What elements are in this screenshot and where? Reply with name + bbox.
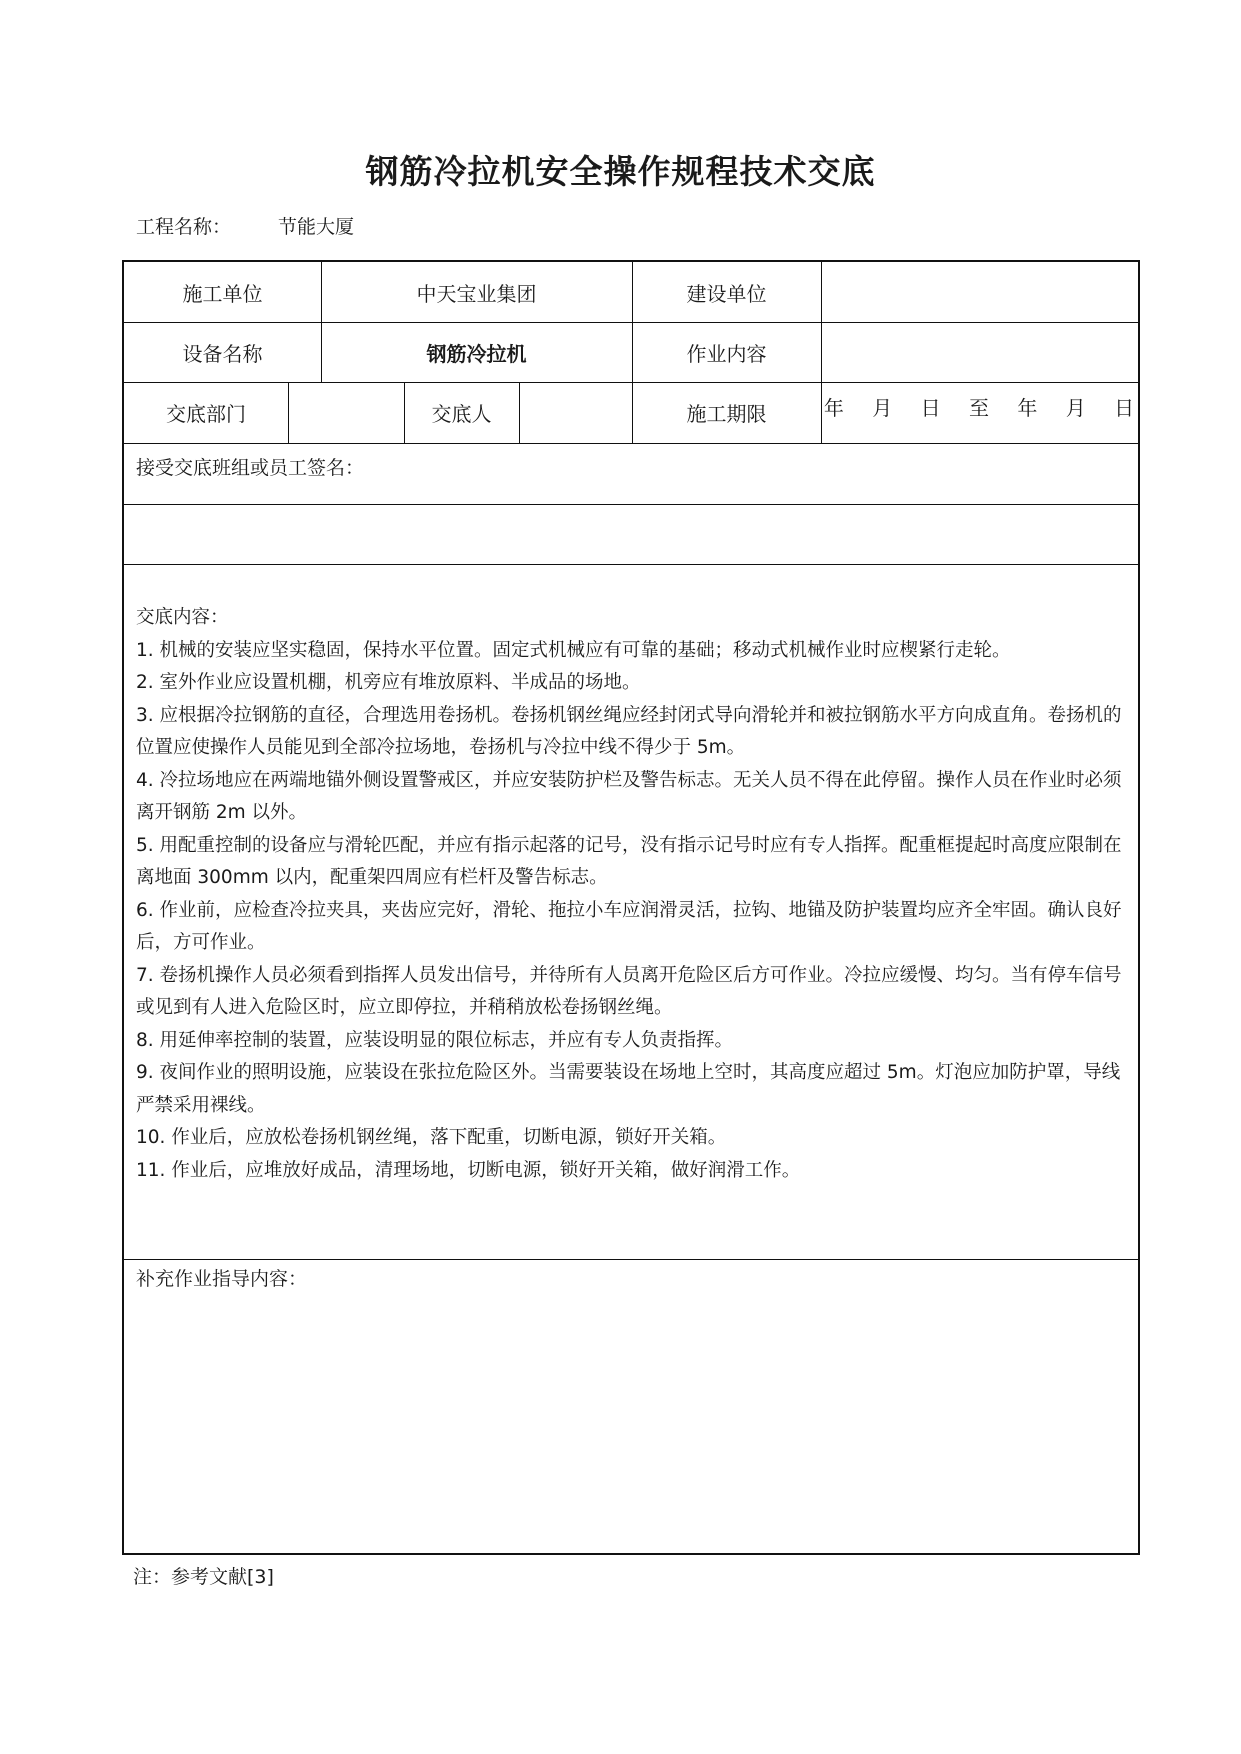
- content-heading: 交底内容：: [136, 607, 229, 628]
- content-item: 10. 作业后，应放松卷扬机钢丝绳，落下配重，切断电源，锁好开关箱。: [136, 1127, 727, 1148]
- construction-unit-value: 中天宝业集团: [416, 281, 537, 306]
- content-item: 6. 作业前，应检查冷拉夹具，夹齿应完好，滑轮、拖拉小车应润滑灵活，拉钩、地锚及防护装置均应齐全牢固。确认良好后，方可作业。: [136, 899, 1122, 953]
- content-item: 4. 冷拉场地应在两端地锚外侧设置警戒区，并应安装防护栏及警告标志。无关人员不得在此停留。操作人员在作业时必须离开钢筋 2m 以外。: [136, 769, 1122, 823]
- handover-content: [136, 602, 1126, 1187]
- content-item: 5. 用配重控制的设备应与滑轮匹配，并应有指示起落的记号，没有指示记号时应有专人指挥。配重框提起时高度应限制在离地面 300mm 以内，配重架四周应有栏杆及警告标志。: [136, 834, 1122, 888]
- work-content-value: [821, 322, 1137, 382]
- document-title: 钢筋冷拉机安全操作规程技术交底: [365, 152, 876, 191]
- builder-unit-label: 建设单位: [686, 281, 767, 306]
- handover-table: [122, 260, 1140, 1555]
- builder-unit-value: [821, 262, 1137, 322]
- equipment-name-value: 钢筋冷拉机: [426, 341, 527, 366]
- row-divider: [124, 504, 1138, 505]
- signature-label: 接受交底班组或员工签名：: [136, 457, 365, 479]
- handover-dept-value: [288, 382, 404, 443]
- content-item: 3. 应根据冷拉钢筋的直径，合理选用卷扬机。卷扬机钢丝绳应经封闭式导向滑轮并和被拉钢筋水平方向成直角。卷扬机的位置应使操作人员能见到全部冷拉场地，卷扬机与冷拉中线不得少于 5m。: [136, 704, 1122, 758]
- content-item: 1. 机械的安装应坚实稳固，保持水平位置。固定式机械应有可靠的基础；移动式机械作业时应楔紧行走轮。: [136, 639, 1011, 661]
- content-item: 7. 卷扬机操作人员必须看到指挥人员发出信号，并待所有人员离开危险区后方可作业。冷拉应缓慢、均匀。当有停车信号或见到有人进入危险区时，应立即停拉，并稍稍放松卷扬钢丝绳。: [136, 964, 1122, 1018]
- supplementary-guidance-label: 补充作业指导内容：: [136, 1268, 308, 1290]
- project-name-label: 工程名称：: [136, 216, 232, 238]
- equipment-name-label: 设备名称: [182, 341, 263, 366]
- construction-period-label: 施工期限: [686, 402, 767, 426]
- construction-period-value: 年 月 日 至 年 月 日: [823, 395, 1135, 420]
- row-divider: [124, 443, 1138, 444]
- content-item: 2. 室外作业应设置机棚，机旁应有堆放原料、半成品的场地。: [136, 672, 641, 693]
- reference-note: 注：参考文献[3]: [133, 1566, 274, 1588]
- project-name-value: 节能大厦: [278, 216, 355, 238]
- row-divider: [124, 1259, 1138, 1260]
- handover-dept-label: 交底部门: [166, 402, 246, 426]
- handover-person-value: [519, 382, 632, 443]
- content-item: 11. 作业后，应堆放好成品，清理场地，切断电源，锁好开关箱，做好润滑工作。: [136, 1159, 801, 1181]
- handover-person-label: 交底人: [431, 402, 492, 426]
- work-content-label: 作业内容: [686, 341, 767, 366]
- content-item: 8. 用延伸率控制的装置，应装设明显的限位标志，并应有专人负责指挥。: [136, 1029, 734, 1051]
- row-divider: [124, 564, 1138, 565]
- construction-unit-label: 施工单位: [182, 281, 263, 306]
- content-item: 9. 夜间作业的照明设施，应装设在张拉危险区外。当需要装设在场地上空时，其高度应超过 5m。灯泡应加防护罩，导线严禁采用裸线。: [136, 1062, 1121, 1116]
